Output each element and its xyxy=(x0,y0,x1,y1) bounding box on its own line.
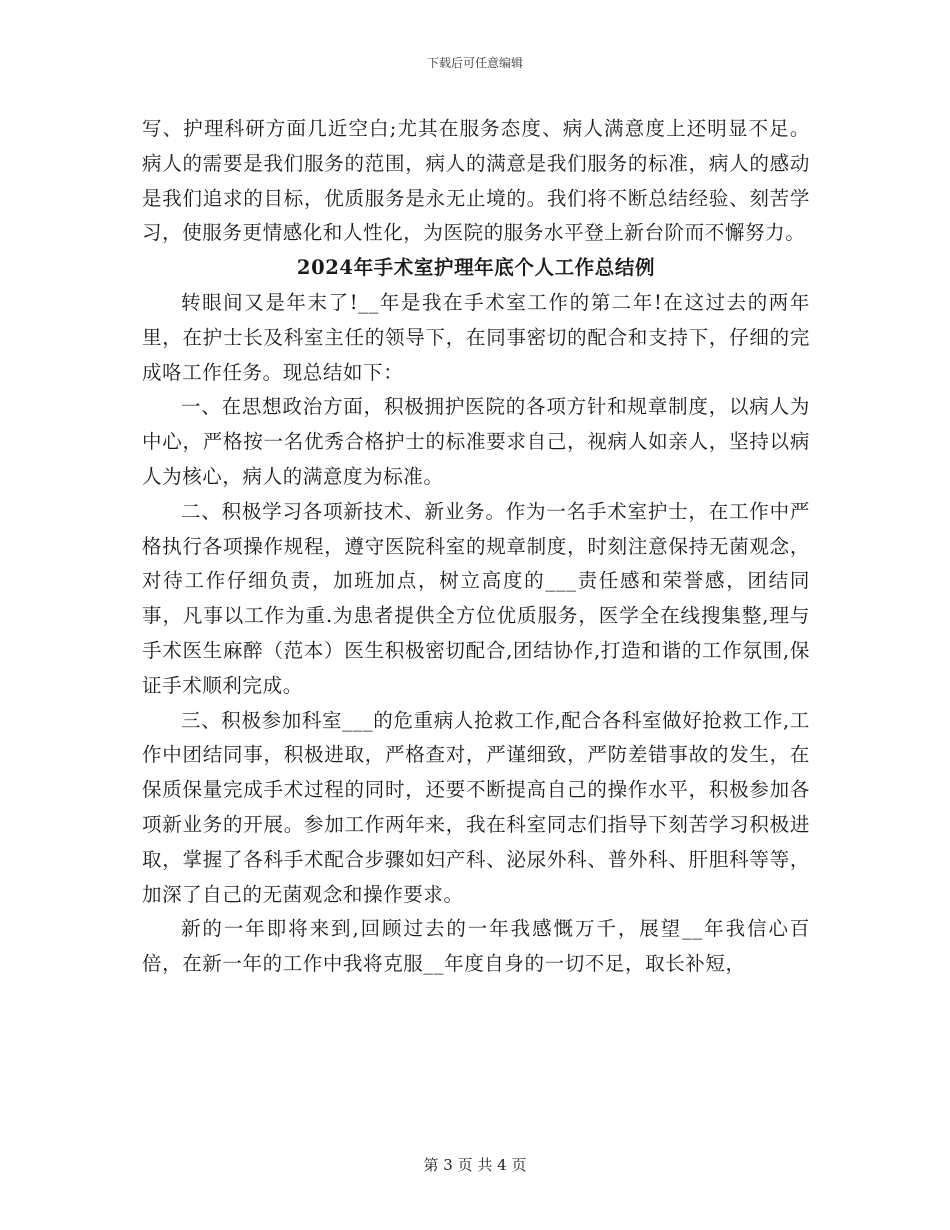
page-header-note: 下载后可任意编辑 xyxy=(426,56,523,70)
paragraph-intro: 转眼间又是年末了!__年是我在手术室工作的第二年!在这过去的两年里，在护士长及科室主任的领导下，在同事密切的配合和支持下，仔细的完成咯工作任务。现总结如下： xyxy=(142,290,810,384)
document-body xyxy=(142,112,810,982)
paragraph-point-3: 三、积极参加科室___的危重病人抢救工作,配合各科室做好抢救工作,工作中团结同事，积极进取，严格查对，严谨细致，严防差错事故的发生，在保质保量完成手术过程的同时，还要不断提高自己的操作水平，积极参加各项新业务的开展。参加工作两年来，我在科室同志们指导下刻苦学习积极进取，掌握了各科手术配合步骤如妇产科、泌尿外科、普外科、肝胆科等等，加深了自己的无菌观念和操作要求。 xyxy=(142,708,810,906)
page-number: 第 3 页 共 4 页 xyxy=(423,1156,527,1174)
paragraph-point-2: 二、积极学习各项新技术、新业务。作为一名手术室护士，在工作中严格执行各项操作规程，遵守医院科室的规章制度，时刻注意保持无菌观念，对待工作仔细负责，加班加点，树立高度的___责任感和荣誉感，团结同事，凡事以工作为重.为患者提供全方位优质服务，医学全在线搜集整,理与手术医生麻醉（范本）医生积极密切配合,团结协作,打造和谐的工作氛围,保证手术顺利完成。 xyxy=(142,499,810,697)
paragraph-point-1: 一、在思想政治方面，积极拥护医院的各项方针和规章制度，以病人为中心，严格按一名优秀合格护士的标准要求自己，视病人如亲人，坚持以病人为核心，病人的满意度为标准。 xyxy=(142,395,810,488)
section-title: 2024年手术室护理年底个人工作总结例 xyxy=(296,256,656,280)
paragraph-outlook: 新的一年即将来到,回顾过去的一年我感慨万千，展望__年我信心百倍，在新一年的工作中我将克服__年度自身的一切不足，取长补短， xyxy=(142,917,810,976)
continuation-paragraph: 写、护理科研方面几近空白;尤其在服务态度、病人满意度上还明显不足。病人的需要是我们服务的范围，病人的满意是我们服务的标准，病人的感动是我们追求的目标，优质服务是永无止境的。我们将不断总结经验、刻苦学习，使服务更情感化和人性化，为医院的服务水平登上新台阶而不懈努力。 xyxy=(142,117,810,245)
